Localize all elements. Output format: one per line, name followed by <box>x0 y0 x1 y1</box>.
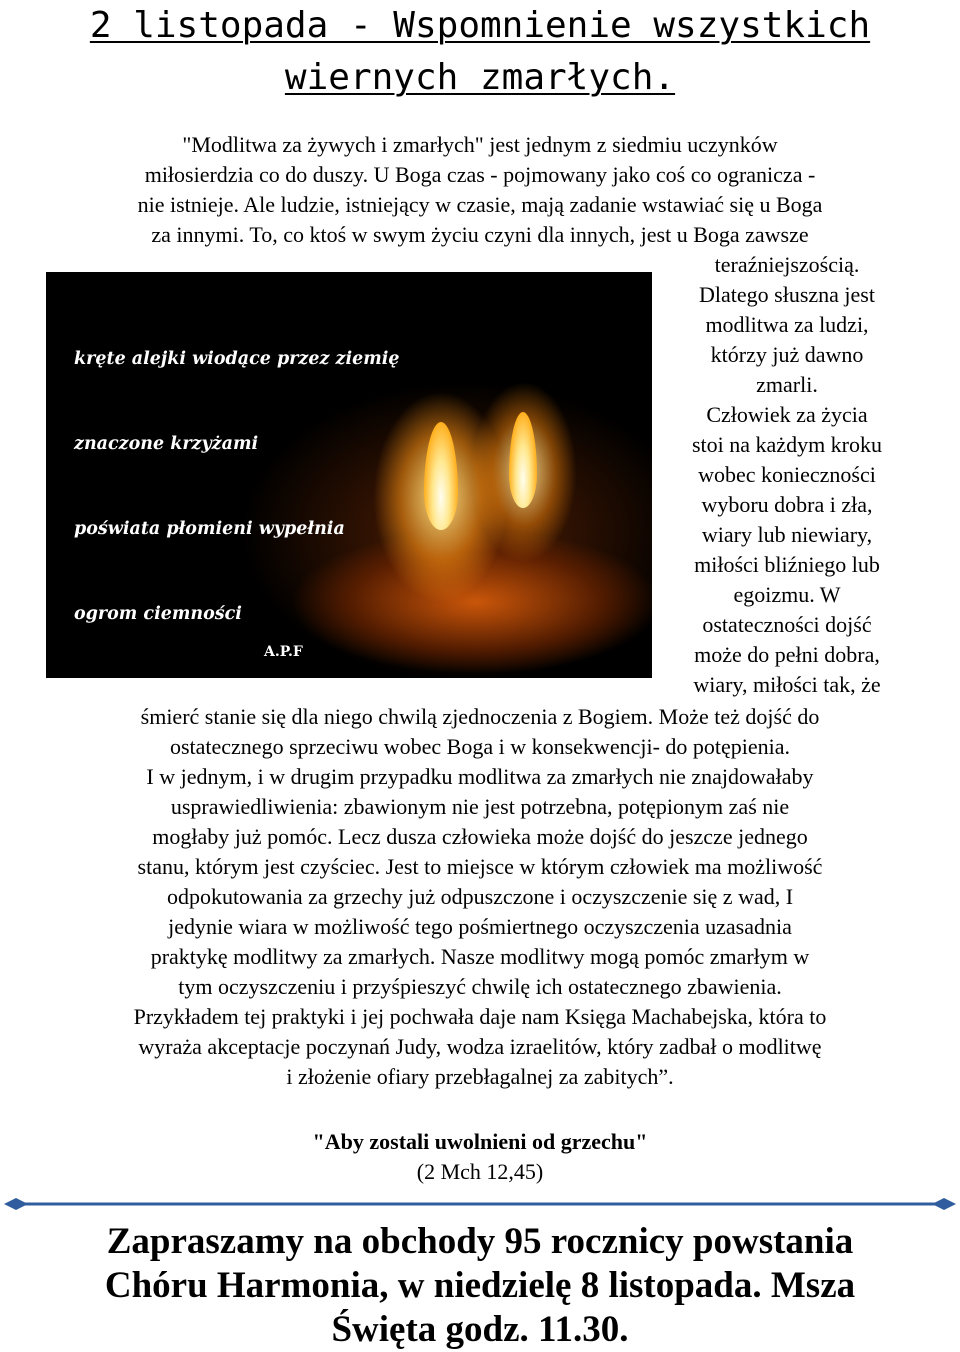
section-divider <box>4 1196 956 1212</box>
text-line: którzy już dawno <box>710 342 864 367</box>
text-line: jedynie wiara w możliwość tego pośmiertnego oczyszczenia uzasadnia <box>168 914 792 939</box>
text-line: wyboru dobra i zła, <box>701 492 873 517</box>
candle-poem-image <box>46 272 652 678</box>
quote-text: "Aby zostali uwolnieni od grzechu" <box>312 1129 648 1154</box>
text-line: śmierć stanie się dla niego chwilą zjednoczenia z Bogiem. Może też dojść do <box>140 704 820 729</box>
text-line: miłości bliźniego lub <box>694 552 880 577</box>
page-title-line-2: wiernych zmarłych. <box>284 57 676 98</box>
candle-flame-right <box>509 412 537 508</box>
poem-text <box>74 288 431 678</box>
text-line: "Modlitwa za żywych i zmarłych" jest jednym z siedmiu uczynków <box>182 132 778 157</box>
text-line: zmarli. <box>756 372 818 397</box>
poem-line: ogrom ciemności <box>74 604 242 625</box>
text-line: modlitwa za ludzi, <box>705 312 869 337</box>
invitation-line: Zapraszamy na obchody 95 rocznicy powstania <box>106 1221 854 1262</box>
text-line: i złożenie ofiary przebłagalnej za zabitych”. <box>286 1064 674 1089</box>
poem-line: poświata płomieni wypełnia <box>74 519 345 540</box>
text-line: Przykładem tej praktyki i jej pochwała daje nam Księga Machabejska, która to <box>133 1004 827 1029</box>
poem-line: znaczone krzyżami <box>74 434 259 455</box>
invitation-line: Chóru Harmonia, w niedzielę 8 listopada. Msza <box>104 1265 856 1306</box>
text-line: egoizmu. W <box>733 582 841 607</box>
text-line: Człowiek za życia <box>706 402 868 427</box>
quote-reference: (2 Mch 12,45) <box>416 1159 544 1184</box>
text-line: za innymi. To, co ktoś w swym życiu czyni dla innych, jest u Boga zawsze <box>151 222 809 247</box>
divider-diamond-left <box>4 1198 28 1210</box>
poem-signature: A.P.F <box>264 644 303 660</box>
text-line: nie istnieje. Ale ludzie, istniejący w czasie, mają zadanie wstawiać się u Boga <box>137 192 823 217</box>
page-title-line-1: 2 listopada - Wspomnienie wszystkich <box>89 5 871 46</box>
side-column-text <box>662 250 912 700</box>
text-line: może do pełni dobra, <box>694 642 880 667</box>
text-line: ostateczności dojść <box>702 612 872 637</box>
poem-line: kręte alejki wiodące przez ziemię <box>74 348 400 369</box>
invitation-announcement <box>0 1220 960 1352</box>
page-title <box>0 0 960 104</box>
text-line: usprawiedliwienia: zbawionym nie jest potrzebna, potępionym zaś nie <box>170 794 790 819</box>
text-line: wiary, miłości tak, że <box>693 672 881 697</box>
text-line: ostatecznego sprzeciwu wobec Boga i w konsekwencji- do potępienia. <box>169 734 791 759</box>
text-line: wobec konieczności <box>698 462 876 487</box>
text-line: odpokutowania za grzechy już odpuszczone i oczyszczenie się z wad, I <box>166 884 794 909</box>
text-line: teraźniejszością. <box>714 252 860 277</box>
text-line: wyraża akceptacje poczynań Judy, wodza izraelitów, który zadbał o modlitwę <box>138 1034 822 1059</box>
invitation-line: Święta godz. 11.30. <box>331 1309 629 1350</box>
text-line: tym oczyszczeniu i przyśpieszyć chwilę ich ostatecznego zbawienia. <box>178 974 782 999</box>
text-line: stoi na każdym kroku <box>691 432 883 457</box>
text-line: wiary lub niewiary, <box>701 522 873 547</box>
intro-paragraph <box>0 130 960 250</box>
scripture-quote <box>0 1127 960 1187</box>
text-line: miłosierdzia co do duszy. U Boga czas - pojmowany jako coś co ogranicza - <box>144 162 816 187</box>
divider-diamond-right <box>932 1198 956 1210</box>
text-line: praktykę modlitwy za zmarłych. Nasze modlitwy mogą pomóc zmarłym w <box>150 944 810 969</box>
body-paragraph <box>0 702 960 1092</box>
text-line: mogłaby już pomóc. Lecz dusza człowieka może dojść do jeszcze jednego <box>152 824 808 849</box>
text-line: stanu, którym jest czyściec. Jest to miejsce w którym człowiek ma możliwość <box>137 854 823 879</box>
text-line: Dlatego słuszna jest <box>699 282 875 307</box>
text-line: I w jednym, i w drugim przypadku modlitwa za zmarłych nie znajdowałaby <box>146 764 814 789</box>
